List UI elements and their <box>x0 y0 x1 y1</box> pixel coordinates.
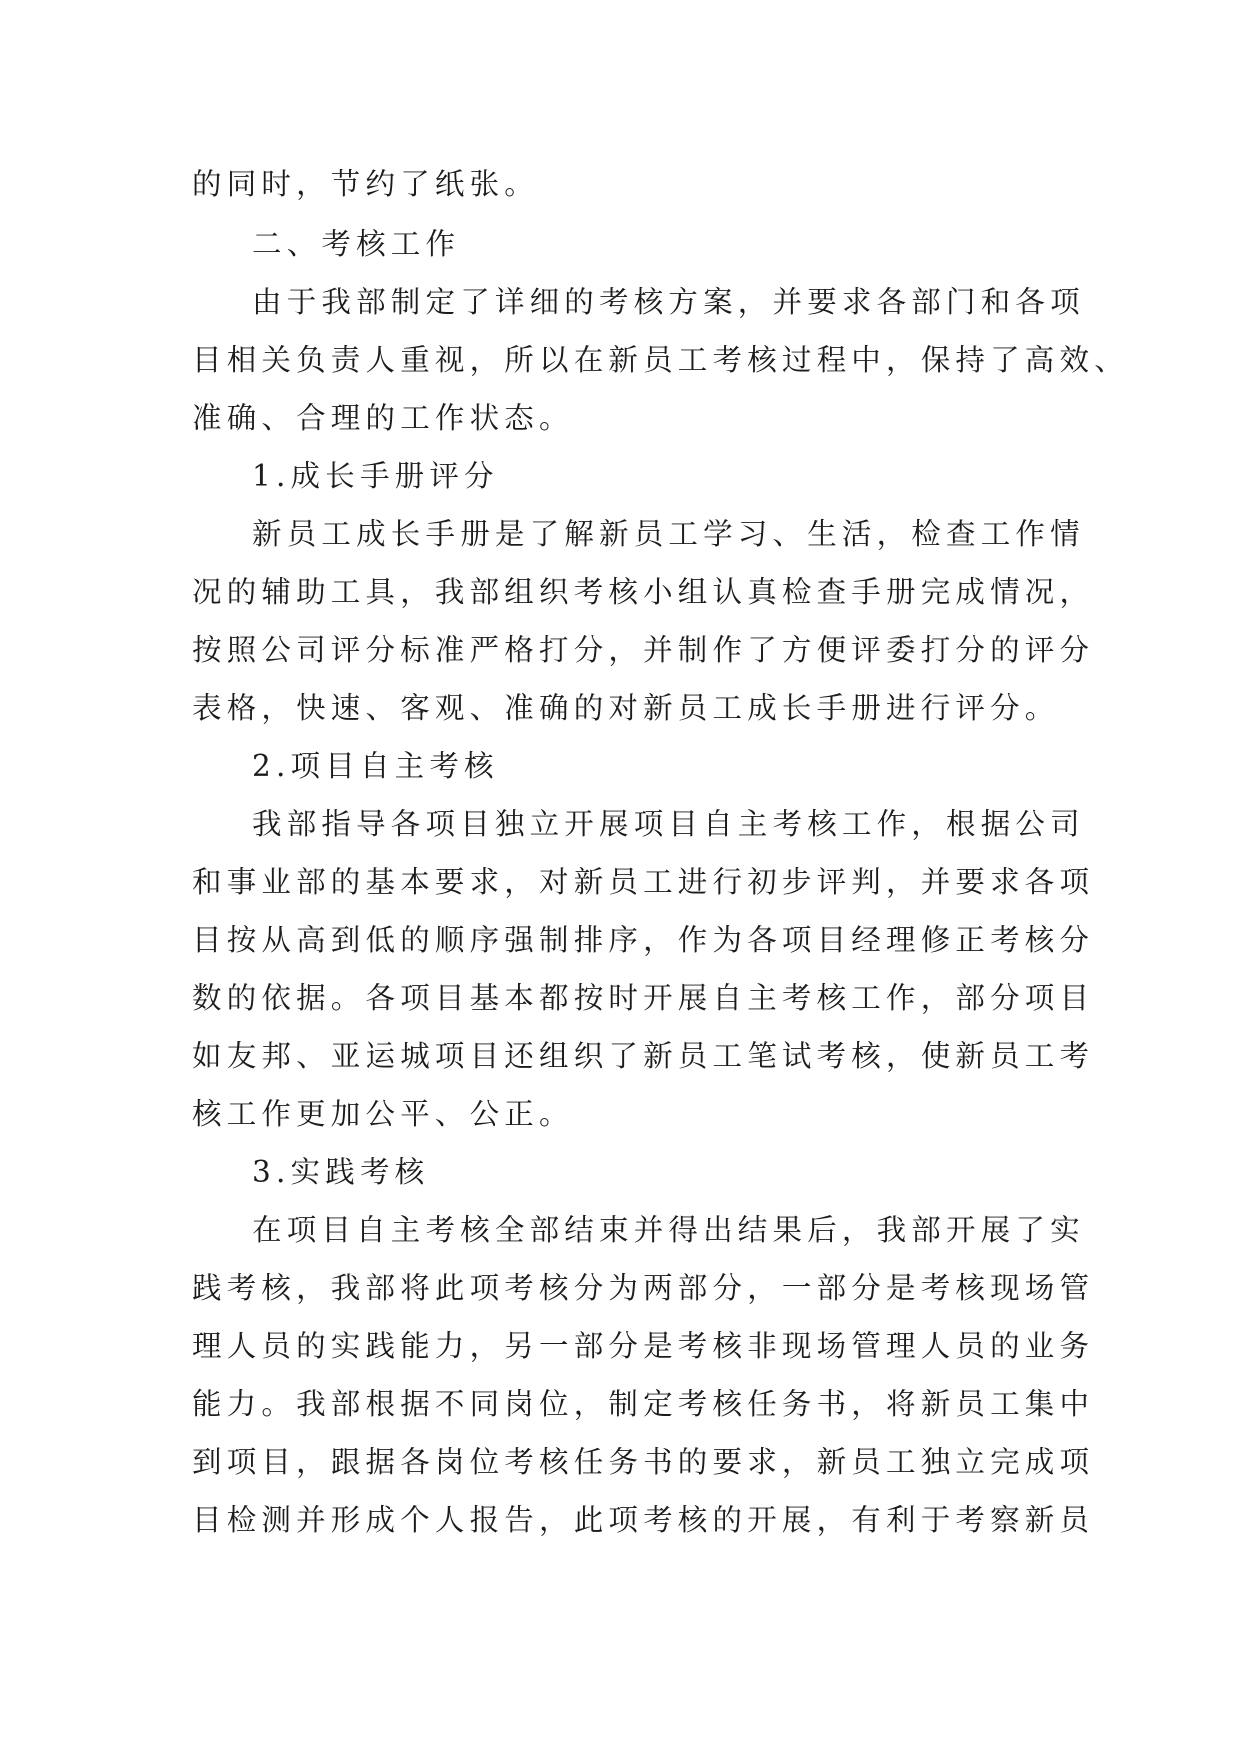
text-line: 表格，快速、客观、准确的对新员工成长手册进行评分。 <box>192 691 1060 725</box>
subsection-heading: 3.实践考核 <box>252 1155 430 1189</box>
text-line: 由于我部制定了详细的考核方案，并要求各部门和各项 <box>252 285 1085 319</box>
text-line: 能力。我部根据不同岗位，制定考核任务书，将新员工集中 <box>192 1387 1095 1421</box>
text-line: 数的依据。各项目基本都按时开展自主考核工作，部分项目 <box>192 981 1095 1015</box>
text-line: 目相关负责人重视，所以在新员工考核过程中，保持了高效、 <box>192 343 1129 377</box>
text-line: 的同时，节约了纸张。 <box>192 167 540 201</box>
text-line: 目按从高到低的顺序强制排序，作为各项目经理修正考核分 <box>192 923 1095 957</box>
text-line: 核工作更加公平、公正。 <box>192 1097 574 1131</box>
subsection-heading: 2.项目自主考核 <box>252 749 499 783</box>
text-line: 和事业部的基本要求，对新员工进行初步评判，并要求各项 <box>192 865 1095 899</box>
text-line: 理人员的实践能力，另一部分是考核非现场管理人员的业务 <box>192 1329 1095 1363</box>
text-line: 准确、合理的工作状态。 <box>192 401 574 435</box>
text-line: 践考核，我部将此项考核分为两部分，一部分是考核现场管 <box>192 1271 1095 1305</box>
text-line: 新员工成长手册是了解新员工学习、生活，检查工作情 <box>252 517 1085 551</box>
section-heading: 二、考核工作 <box>252 227 461 261</box>
text-line: 目检测并形成个人报告，此项考核的开展，有利于考察新员 <box>192 1503 1095 1537</box>
text-line: 在项目自主考核全部结束并得出结果后，我部开展了实 <box>252 1213 1085 1247</box>
text-line: 按照公司评分标准严格打分，并制作了方便评委打分的评分 <box>192 633 1095 667</box>
text-line: 如友邦、亚运城项目还组织了新员工笔试考核，使新员工考 <box>192 1039 1095 1073</box>
text-line: 到项目，跟据各岗位考核任务书的要求，新员工独立完成项 <box>192 1445 1095 1479</box>
text-line: 我部指导各项目独立开展项目自主考核工作，根据公司 <box>252 807 1085 841</box>
subsection-heading: 1.成长手册评分 <box>252 459 499 493</box>
text-line: 况的辅助工具，我部组织考核小组认真检查手册完成情况， <box>192 575 1095 609</box>
